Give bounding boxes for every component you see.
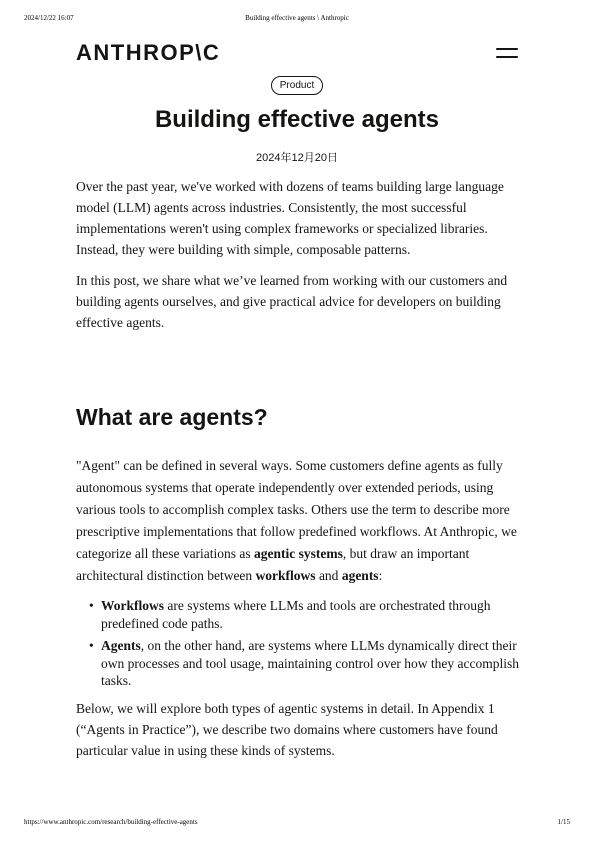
definitions-list: [76, 597, 522, 690]
bullet-term: Agents: [101, 638, 141, 653]
bullet-term: Workflows: [101, 598, 165, 613]
print-page-title: Building effective agents \ Anthropic: [245, 14, 349, 22]
print-datetime: 2024/12/22 16:07: [24, 14, 74, 22]
tag-container: [0, 75, 594, 95]
list-item: [101, 637, 522, 690]
article-date: 2024年12月20日: [256, 152, 338, 164]
bullet-text: are systems where LLMs and tools are orchestrated through predefined code paths.: [101, 598, 491, 631]
definition-text: and: [315, 568, 342, 583]
term-agentic-systems: agentic systems: [254, 546, 343, 561]
term-workflows: workflows: [255, 568, 316, 583]
intro-paragraph: In this post, we share what we’ve learned from working with our customers and building agents ourselves, and give practical advice for developers on building effective agents.: [76, 273, 508, 330]
print-header: [24, 14, 570, 22]
list-item: [101, 597, 522, 632]
article-title: Building effective agents: [154, 106, 440, 133]
section-body: [76, 455, 522, 761]
print-url: https://www.anthropic.com/research/building-effective-agents: [24, 818, 198, 826]
closing-paragraph: Below, we will explore both types of agentic systems in detail. In Appendix 1 (“Agents in Practice”), we describe two domains where customers have found particular value in using these kinds of systems.: [76, 700, 498, 758]
print-footer: [24, 818, 570, 826]
print-page-number: 1/15: [557, 818, 570, 826]
intro-paragraph: Over the past year, we've worked with dozens of teams building large language model (LLM) agents across industries. Consistently, the most successful implementations weren't using complex frameworks or specialized libraries. Instead, they were building with simple, composable patterns.: [76, 179, 504, 257]
category-tag[interactable]: Product: [271, 76, 323, 95]
menu-bar-top: [496, 48, 518, 50]
definition-paragraph: [76, 455, 522, 587]
term-agents: agents: [341, 568, 379, 583]
menu-bar-bottom: [496, 56, 518, 58]
definition-text: , but draw an important architectural distinction between: [76, 546, 470, 583]
hamburger-menu-icon[interactable]: [496, 48, 518, 58]
definition-text: "Agent" can be defined in several ways. Some customers define agents as fully autonomous systems that operate independently over extended periods, using various tools to accomplish complex tasks. Others use the term to describe more prescriptive implementations that follow predefined workflows. At Anthropic, we categorize all these variations as: [76, 458, 517, 561]
anthropic-logo[interactable]: ANTHROP\C: [76, 40, 221, 65]
site-header: [76, 38, 518, 68]
intro-section: [76, 176, 522, 333]
bullet-text: , on the other hand, are systems where LLMs dynamically direct their own processes and tool usage, maintaining control over how they accomplish tasks.: [101, 638, 520, 688]
definition-text: :: [378, 568, 383, 583]
section-heading: What are agents?: [76, 404, 268, 430]
